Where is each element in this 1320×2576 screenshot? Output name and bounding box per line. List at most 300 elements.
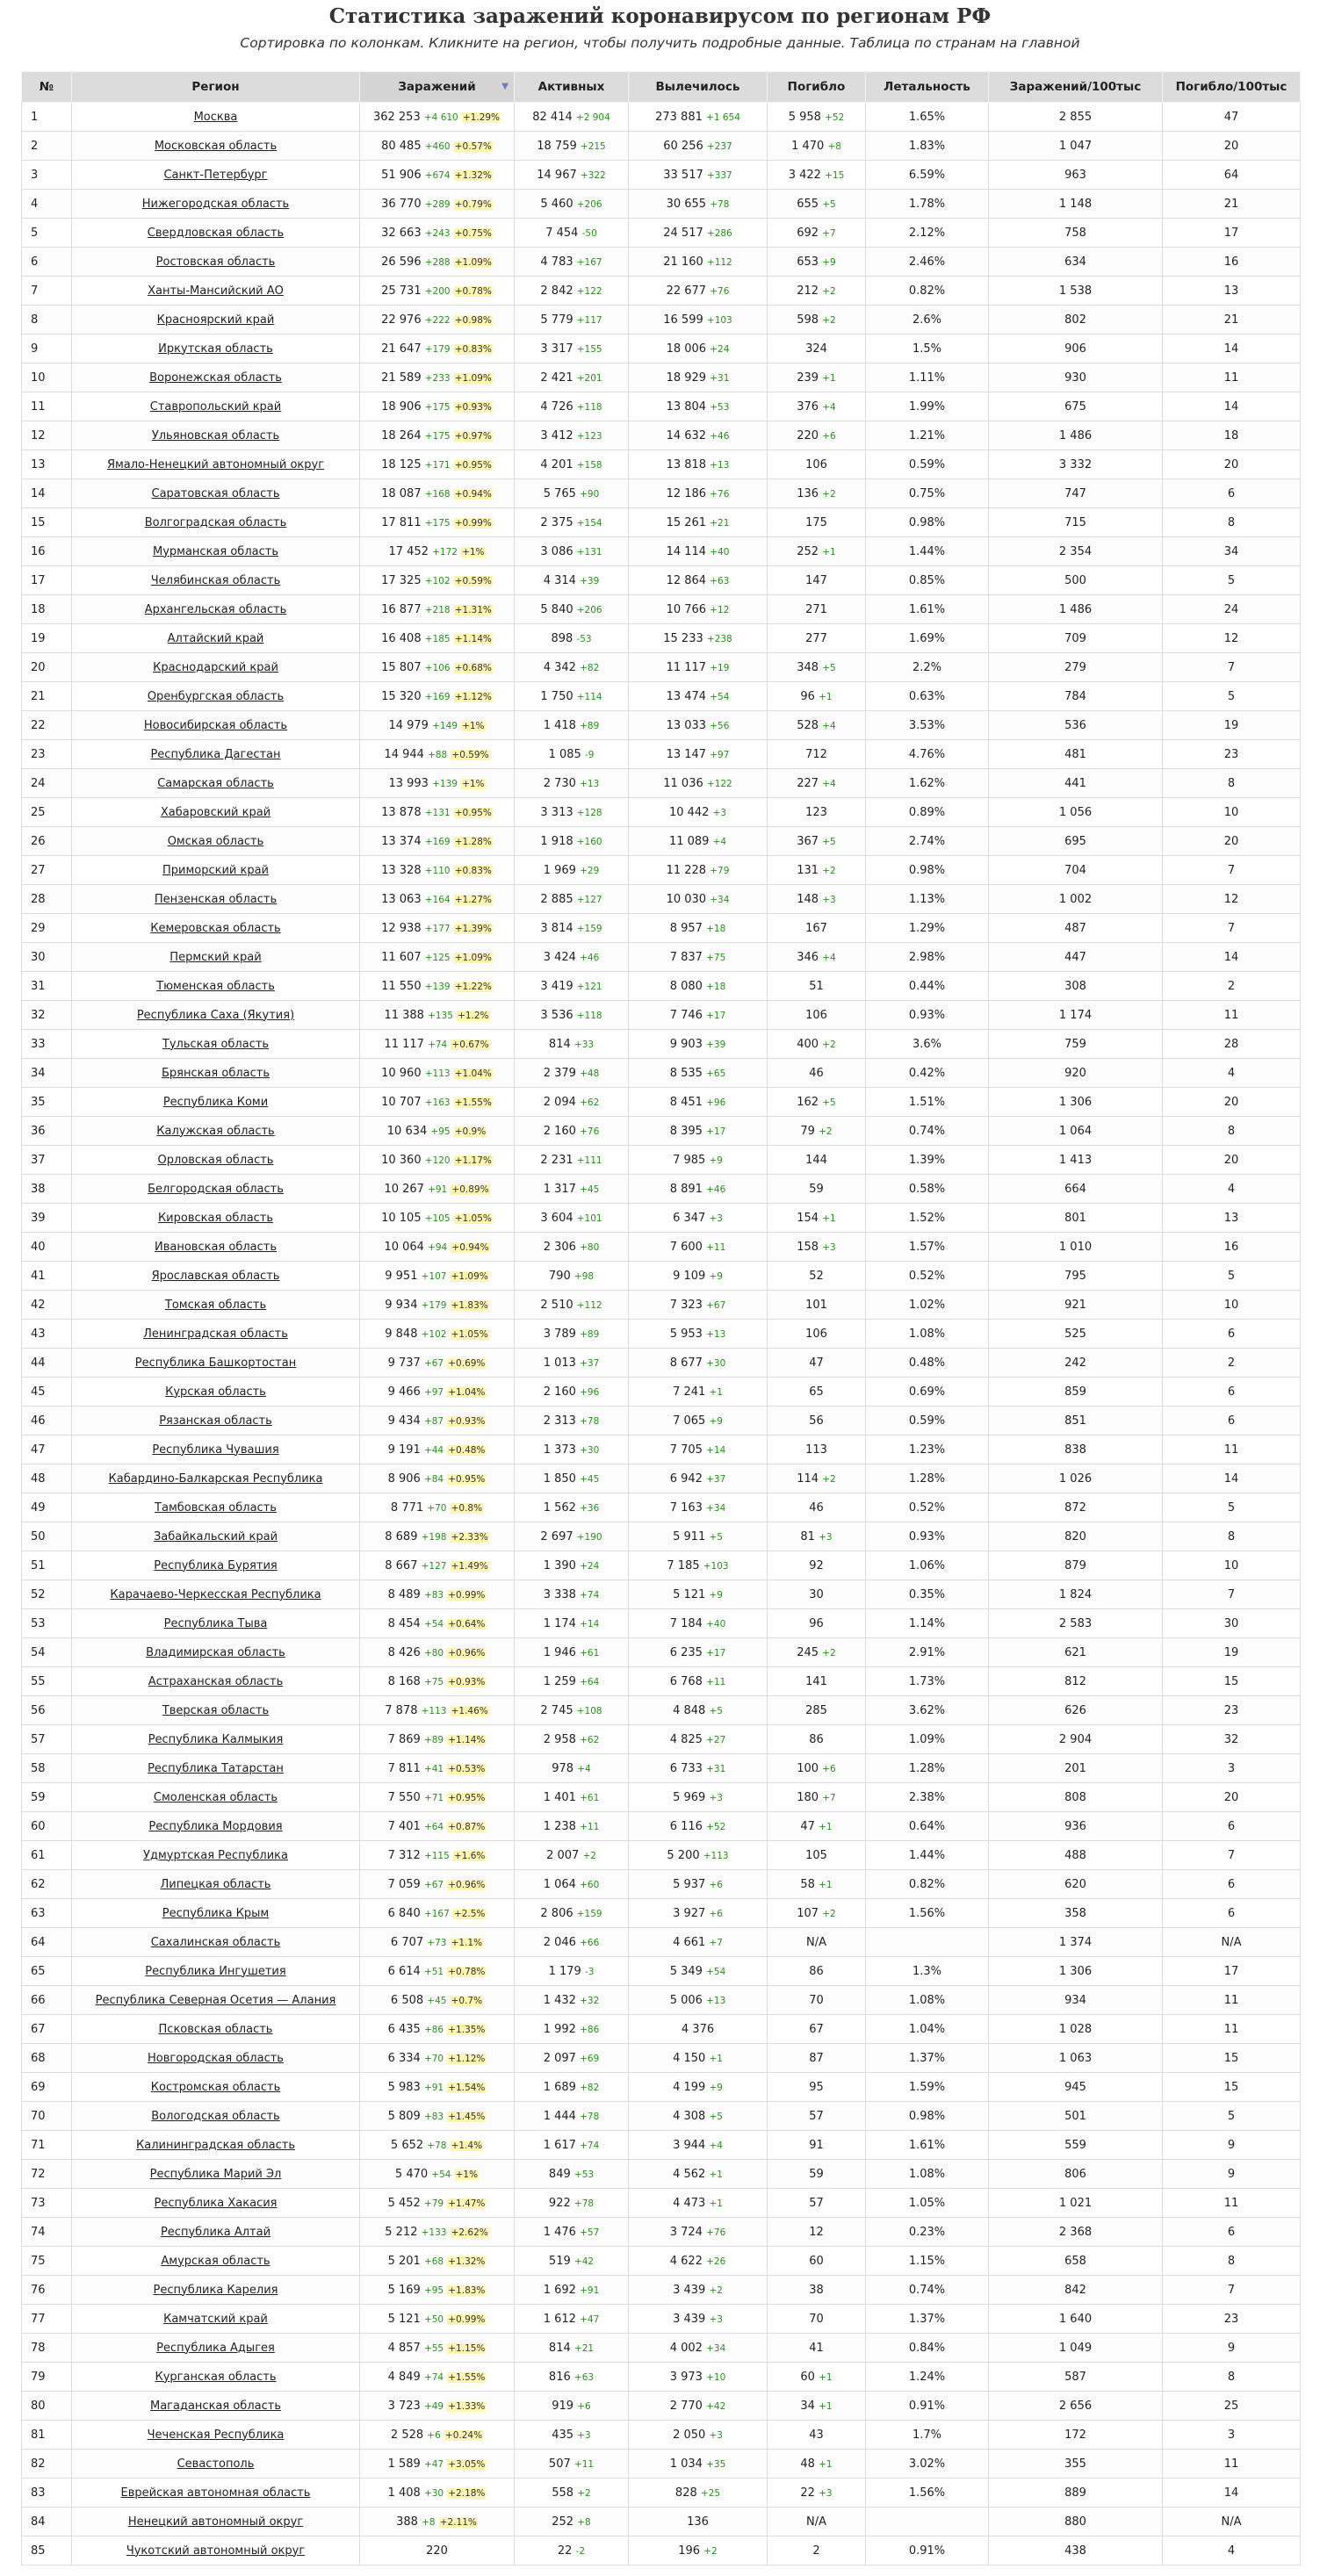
deaths-delta: +1 bbox=[822, 372, 836, 384]
cases-value: 7 059 bbox=[387, 1877, 421, 1891]
deaths-delta: +15 bbox=[825, 169, 845, 181]
cases-cell bbox=[360, 1291, 515, 1320]
region-link[interactable]: Московская область bbox=[154, 139, 278, 153]
region-link[interactable]: Оренбургская область bbox=[147, 689, 285, 703]
recovered-value: 5 349 bbox=[669, 1964, 703, 1978]
table-row bbox=[22, 1204, 1301, 1233]
region-cell bbox=[72, 2450, 360, 2479]
region-link[interactable]: Камчатский край bbox=[163, 2312, 268, 2326]
deaths-per-100k-cell: 2 bbox=[1163, 972, 1301, 1001]
lethality-cell: 0.48% bbox=[866, 1349, 989, 1378]
region-cell bbox=[72, 1464, 360, 1493]
recovered-value: 7 746 bbox=[669, 1008, 703, 1022]
column-header-recovered[interactable]: Вылечилось bbox=[629, 72, 768, 103]
region-link[interactable]: Забайкальский край bbox=[153, 1529, 278, 1543]
active-value: 1 064 bbox=[543, 1877, 576, 1891]
cases-per-100k-cell: 634 bbox=[989, 248, 1163, 277]
deaths-value: 95 bbox=[809, 2080, 824, 2094]
table-row bbox=[22, 508, 1301, 537]
region-link[interactable]: Республика Саха (Якутия) bbox=[136, 1008, 295, 1022]
recovered-value: 15 233 bbox=[663, 631, 703, 645]
region-link[interactable]: Орловская область bbox=[157, 1153, 274, 1167]
deaths-value: 692 bbox=[797, 226, 819, 240]
recovered-delta: +39 bbox=[706, 1039, 726, 1050]
region-link[interactable]: Ленинградская область bbox=[143, 1327, 288, 1341]
row-number: 27 bbox=[22, 856, 72, 885]
deaths-per-100k-cell: 10 bbox=[1163, 1551, 1301, 1580]
active-cell bbox=[515, 2160, 629, 2189]
region-link[interactable]: Республика Бурятия bbox=[154, 1558, 278, 1572]
column-header-lethality[interactable]: Летальность bbox=[866, 72, 989, 103]
cases-percent-badge: +0.78% bbox=[448, 1966, 486, 1977]
active-value: 82 414 bbox=[532, 110, 573, 124]
lethality-cell: 2.46% bbox=[866, 248, 989, 277]
deaths-value: 212 bbox=[797, 284, 819, 298]
recovered-value: 8 891 bbox=[669, 1182, 703, 1196]
cases-value: 80 485 bbox=[381, 139, 422, 153]
region-cell bbox=[72, 1754, 360, 1783]
cases-cell bbox=[360, 2479, 515, 2508]
deaths-value: 245 bbox=[797, 1645, 819, 1659]
active-cell bbox=[515, 306, 629, 335]
deaths-value: 70 bbox=[809, 1993, 824, 2007]
region-link[interactable]: Ивановская область bbox=[154, 1240, 277, 1254]
recovered-cell bbox=[629, 1609, 768, 1638]
cases-delta: +139 bbox=[424, 981, 451, 992]
table-row bbox=[22, 2189, 1301, 2218]
cases-cell bbox=[360, 1522, 515, 1551]
region-link[interactable]: Архангельская область bbox=[144, 602, 287, 616]
cases-value: 6 840 bbox=[387, 1906, 421, 1920]
cases-cell bbox=[360, 682, 515, 711]
cases-percent-badge: +1.4% bbox=[451, 2140, 483, 2151]
table-row bbox=[22, 2334, 1301, 2363]
row-number: 45 bbox=[22, 1378, 72, 1407]
lethality-cell: 0.74% bbox=[866, 1117, 989, 1146]
lethality-cell: 1.44% bbox=[866, 537, 989, 566]
deaths-value: 47 bbox=[809, 1356, 824, 1370]
region-link[interactable]: Краснодарский край bbox=[153, 660, 278, 674]
region-cell bbox=[72, 885, 360, 914]
deaths-cell bbox=[768, 1812, 866, 1841]
active-cell bbox=[515, 1928, 629, 1957]
cases-value: 5 983 bbox=[387, 2080, 421, 2094]
recovered-delta: +25 bbox=[700, 2487, 721, 2499]
lethality-cell: 1.04% bbox=[866, 2015, 989, 2044]
deaths-cell bbox=[768, 1001, 866, 1030]
column-header-cases[interactable] bbox=[360, 72, 515, 103]
region-link[interactable]: Ульяновская область bbox=[151, 428, 280, 443]
active-delta: +86 bbox=[580, 2024, 600, 2035]
recovered-cell bbox=[629, 1986, 768, 2015]
deaths-value: 239 bbox=[797, 371, 819, 385]
deaths-value: 220 bbox=[797, 428, 819, 443]
cases-per-100k-cell: 1 028 bbox=[989, 2015, 1163, 2044]
active-delta: +53 bbox=[573, 2169, 595, 2180]
cases-delta: +127 bbox=[421, 1560, 447, 1572]
region-cell bbox=[72, 450, 360, 479]
region-link[interactable]: Ставропольский край bbox=[149, 399, 282, 414]
deaths-per-100k-cell: 25 bbox=[1163, 2392, 1301, 2421]
deaths-cell bbox=[768, 103, 866, 132]
region-link[interactable]: Республика Северная Осетия — Алания bbox=[95, 1993, 336, 2007]
deaths-value: 59 bbox=[809, 2167, 824, 2181]
deaths-value: 158 bbox=[797, 1240, 819, 1254]
recovered-delta: +113 bbox=[703, 1850, 729, 1861]
region-link[interactable]: Алтайский край bbox=[167, 631, 264, 645]
region-link[interactable]: Санкт-Петербург bbox=[163, 168, 268, 182]
region-link[interactable]: Красноярский край bbox=[156, 313, 275, 327]
recovered-cell bbox=[629, 1522, 768, 1551]
recovered-delta: +2 bbox=[703, 2545, 718, 2557]
cases-cell bbox=[360, 1696, 515, 1725]
region-link[interactable]: Кабардино-Балкарская Республика bbox=[108, 1471, 323, 1486]
column-header-deaths[interactable]: Погибло bbox=[768, 72, 866, 103]
cases-percent-badge: +0.95% bbox=[454, 459, 492, 471]
region-link[interactable]: Саратовская область bbox=[151, 486, 280, 500]
deaths-value: 131 bbox=[797, 863, 819, 877]
region-link[interactable]: Чеченская Республика bbox=[147, 2428, 285, 2442]
deaths-per-100k-cell: 14 bbox=[1163, 335, 1301, 363]
region-link[interactable]: Новгородская область bbox=[148, 2051, 284, 2065]
region-link[interactable]: Нижегородская область bbox=[141, 197, 290, 211]
region-link[interactable]: Магаданская область bbox=[150, 2399, 281, 2413]
region-cell bbox=[72, 798, 360, 827]
cases-percent-badge: +0.97% bbox=[454, 430, 492, 442]
region-link[interactable]: Республика Башкортостан bbox=[134, 1356, 297, 1370]
region-link[interactable]: Тюменская область bbox=[156, 979, 275, 993]
recovered-value: 4 848 bbox=[673, 1703, 706, 1717]
region-link[interactable]: Кировская область bbox=[157, 1211, 274, 1225]
cases-per-100k-cell: 709 bbox=[989, 624, 1163, 653]
region-cell bbox=[72, 1696, 360, 1725]
cases-per-100k-cell: 308 bbox=[989, 972, 1163, 1001]
cases-per-100k-cell: 842 bbox=[989, 2276, 1163, 2305]
region-link[interactable]: Костромская область bbox=[150, 2080, 281, 2094]
recovered-delta: +9 bbox=[709, 1270, 723, 1282]
recovered-delta: +76 bbox=[710, 488, 730, 500]
recovered-delta: +13 bbox=[706, 1328, 726, 1340]
region-link[interactable]: Тульская область bbox=[162, 1037, 270, 1051]
region-link[interactable]: Ярославская область bbox=[151, 1269, 280, 1283]
table-row bbox=[22, 2247, 1301, 2276]
region-link[interactable]: Вологодская область bbox=[151, 2109, 280, 2123]
cases-delta: +94 bbox=[428, 1241, 448, 1253]
recovered-delta: +14 bbox=[706, 1444, 726, 1456]
region-link[interactable]: Республика Тыва bbox=[163, 1616, 268, 1630]
region-link[interactable]: Москва bbox=[193, 110, 238, 124]
active-value: 435 bbox=[552, 2428, 574, 2442]
column-header-deaths-per-100k[interactable]: Погибло/100тыс bbox=[1163, 72, 1301, 103]
active-value: 1 992 bbox=[543, 2022, 576, 2036]
region-link[interactable]: Республика Татарстан bbox=[148, 1761, 284, 1775]
active-value: 3 338 bbox=[543, 1587, 576, 1601]
row-number: 71 bbox=[22, 2131, 72, 2160]
region-link[interactable]: Республика Мордовия bbox=[148, 1819, 283, 1833]
row-number: 9 bbox=[22, 335, 72, 363]
recovered-value: 828 bbox=[674, 2486, 697, 2500]
cases-percent-badge: +1% bbox=[462, 720, 485, 731]
active-value: 4 342 bbox=[543, 660, 576, 674]
deaths-cell bbox=[768, 566, 866, 595]
region-link[interactable]: Кемеровская область bbox=[150, 921, 281, 935]
cases-per-100k-cell: 664 bbox=[989, 1175, 1163, 1204]
row-number: 35 bbox=[22, 1088, 72, 1117]
region-link[interactable]: Еврейская автономная область bbox=[120, 2486, 311, 2500]
region-link[interactable]: Амурская область bbox=[161, 2254, 270, 2268]
region-link[interactable]: Республика Крым bbox=[162, 1906, 270, 1920]
region-link[interactable]: Ростовская область bbox=[155, 255, 276, 269]
row-number: 79 bbox=[22, 2363, 72, 2392]
deaths-per-100k-cell: 8 bbox=[1163, 2247, 1301, 2276]
region-link[interactable]: Республика Коми bbox=[162, 1095, 269, 1109]
deaths-delta: +4 bbox=[822, 778, 836, 789]
cases-value: 8 771 bbox=[390, 1500, 424, 1515]
region-link[interactable]: Республика Алтай bbox=[160, 2225, 271, 2239]
deaths-per-100k-cell: 19 bbox=[1163, 711, 1301, 740]
deaths-value: 59 bbox=[809, 1182, 824, 1196]
active-delta: +61 bbox=[580, 1647, 600, 1659]
deaths-delta: +52 bbox=[825, 112, 845, 123]
deaths-per-100k-cell: 24 bbox=[1163, 595, 1301, 624]
recovered-delta: +6 bbox=[709, 1908, 723, 1919]
cases-percent-badge: +1.2% bbox=[458, 1010, 489, 1021]
recovered-delta: +3 bbox=[709, 1792, 723, 1803]
region-link[interactable]: Приморский край bbox=[162, 863, 270, 877]
column-header-region[interactable]: Регион bbox=[72, 72, 360, 103]
region-link[interactable]: Ненецкий автономный округ bbox=[127, 2515, 304, 2529]
deaths-cell bbox=[768, 2536, 866, 2565]
active-value: 2 231 bbox=[540, 1153, 573, 1167]
region-link[interactable]: Мурманская область bbox=[153, 544, 278, 558]
deaths-value: 106 bbox=[805, 1008, 827, 1022]
deaths-per-100k-cell: 8 bbox=[1163, 1117, 1301, 1146]
recovered-value: 10 442 bbox=[668, 805, 710, 819]
active-cell bbox=[515, 219, 629, 248]
deaths-per-100k-cell: 7 bbox=[1163, 653, 1301, 682]
recovered-delta: +10 bbox=[706, 2371, 726, 2383]
recovered-delta: +34 bbox=[710, 894, 730, 905]
active-value: 1 692 bbox=[543, 2283, 576, 2297]
cases-percent-badge: +0.87% bbox=[448, 1821, 486, 1832]
region-link[interactable]: Пермский край bbox=[170, 950, 262, 964]
cases-delta: +171 bbox=[424, 459, 451, 471]
deaths-per-100k-cell: 3 bbox=[1163, 2421, 1301, 2450]
region-link[interactable]: Иркутская область bbox=[158, 342, 273, 356]
region-link[interactable]: Республика Чувашия bbox=[152, 1443, 279, 1457]
deaths-per-100k-cell: 21 bbox=[1163, 306, 1301, 335]
recovered-delta: +31 bbox=[710, 372, 730, 384]
region-link[interactable]: Республика Марий Эл bbox=[149, 2167, 282, 2181]
region-cell bbox=[72, 2536, 360, 2565]
cases-cell bbox=[360, 1609, 515, 1638]
cases-cell bbox=[360, 479, 515, 508]
recovered-value: 7 323 bbox=[669, 1298, 703, 1312]
region-link[interactable]: Республика Адыгея bbox=[156, 2341, 275, 2355]
recovered-cell bbox=[629, 1291, 768, 1320]
active-value: 4 314 bbox=[543, 573, 576, 587]
active-value: 1 317 bbox=[543, 1182, 576, 1196]
active-delta: +21 bbox=[573, 2342, 595, 2354]
region-link[interactable]: Республика Дагестан bbox=[150, 747, 281, 761]
cases-per-100k-cell: 2 656 bbox=[989, 2392, 1163, 2421]
recovered-value: 11 036 bbox=[663, 776, 703, 790]
region-link[interactable]: Сахалинская область bbox=[150, 1935, 281, 1949]
region-link[interactable]: Тверская область bbox=[162, 1703, 270, 1717]
active-delta: +82 bbox=[580, 662, 600, 673]
table-row bbox=[22, 740, 1301, 769]
cases-per-100k-cell: 1 047 bbox=[989, 132, 1163, 161]
region-link[interactable]: Курская область bbox=[165, 1385, 266, 1399]
region-link[interactable]: Севастополь bbox=[177, 2457, 255, 2471]
region-link[interactable]: Челябинская область bbox=[150, 573, 281, 587]
active-cell bbox=[515, 537, 629, 566]
cases-value: 5 452 bbox=[387, 2196, 421, 2210]
region-link[interactable]: Липецкая область bbox=[160, 1877, 271, 1891]
region-link[interactable]: Хабаровский край bbox=[160, 805, 271, 819]
region-link[interactable]: Удмуртская Республика bbox=[143, 1848, 288, 1862]
region-link[interactable]: Рязанская область bbox=[159, 1414, 272, 1428]
cases-cell bbox=[360, 943, 515, 972]
recovered-delta: +30 bbox=[706, 1357, 726, 1369]
region-link[interactable]: Воронежская область bbox=[149, 371, 282, 385]
region-link[interactable]: Ханты-Мансийский АО bbox=[148, 284, 284, 298]
region-link[interactable]: Астраханская область bbox=[148, 1674, 284, 1688]
recovered-delta: +27 bbox=[706, 1734, 726, 1745]
deaths-per-100k-cell: 6 bbox=[1163, 1812, 1301, 1841]
cases-per-100k-cell: 1 064 bbox=[989, 1117, 1163, 1146]
region-link[interactable]: Омская область bbox=[167, 834, 264, 848]
active-cell bbox=[515, 711, 629, 740]
lethality-cell: 0.93% bbox=[866, 1001, 989, 1030]
region-link[interactable]: Белгородская область bbox=[148, 1182, 284, 1196]
region-link[interactable]: Калининградская область bbox=[136, 2138, 295, 2152]
active-value: 2 046 bbox=[543, 1935, 576, 1949]
column-header-active[interactable]: Активных bbox=[515, 72, 629, 103]
region-cell bbox=[72, 1088, 360, 1117]
region-link[interactable]: Чукотский автономный округ bbox=[126, 2544, 306, 2558]
active-delta: -9 bbox=[584, 749, 595, 760]
deaths-cell bbox=[768, 219, 866, 248]
recovered-cell bbox=[629, 363, 768, 392]
cases-percent-badge: +1.32% bbox=[454, 169, 492, 181]
deaths-delta: +4 bbox=[822, 952, 836, 963]
row-number: 22 bbox=[22, 711, 72, 740]
region-link[interactable]: Волгоградская область bbox=[144, 515, 287, 529]
deaths-cell bbox=[768, 856, 866, 885]
active-value: 507 bbox=[548, 2457, 571, 2471]
active-cell bbox=[515, 1436, 629, 1464]
region-link[interactable]: Томская область bbox=[164, 1298, 267, 1312]
cases-cell bbox=[360, 2421, 515, 2450]
cases-percent-badge: +2.11% bbox=[439, 2516, 477, 2528]
active-value: 4 783 bbox=[540, 255, 573, 269]
column-header-number[interactable]: № bbox=[22, 72, 72, 103]
region-link[interactable]: Карачаево-Черкесская Республика bbox=[110, 1587, 321, 1601]
cases-cell bbox=[360, 421, 515, 450]
recovered-value: 6 768 bbox=[669, 1674, 703, 1688]
cases-cell bbox=[360, 1783, 515, 1812]
active-cell bbox=[515, 798, 629, 827]
region-link[interactable]: Пензенская область bbox=[154, 892, 278, 906]
row-number: 68 bbox=[22, 2044, 72, 2073]
cases-delta: +64 bbox=[423, 1821, 444, 1832]
region-link[interactable]: Курганская область bbox=[155, 2370, 277, 2384]
region-link[interactable]: Республика Ингушетия bbox=[145, 1964, 286, 1978]
region-link[interactable]: Тамбовская область bbox=[155, 1500, 277, 1515]
region-link[interactable]: Республика Калмыкия bbox=[148, 1732, 284, 1746]
active-delta: +78 bbox=[580, 2111, 600, 2122]
lethality-cell: 1.13% bbox=[866, 885, 989, 914]
table-row bbox=[22, 2102, 1301, 2131]
cases-value: 388 bbox=[396, 2515, 418, 2529]
deaths-value: 60 bbox=[809, 2254, 824, 2268]
active-delta: +39 bbox=[580, 575, 600, 586]
region-link[interactable]: Псковская область bbox=[158, 2022, 273, 2036]
region-link[interactable]: Брянская область bbox=[161, 1066, 270, 1080]
cases-percent-badge: +1.12% bbox=[454, 691, 492, 702]
deaths-per-100k-cell: 6 bbox=[1163, 1407, 1301, 1436]
region-link[interactable]: Республика Карелия bbox=[153, 2283, 278, 2297]
cases-per-100k-cell: 441 bbox=[989, 769, 1163, 798]
active-cell bbox=[515, 2218, 629, 2247]
region-link[interactable]: Владимирская область bbox=[146, 1645, 285, 1659]
active-cell bbox=[515, 1551, 629, 1580]
column-header-cases-per-100k[interactable]: Заражений/100тыс bbox=[989, 72, 1163, 103]
cases-cell bbox=[360, 1551, 515, 1580]
recovered-value: 22 677 bbox=[666, 284, 707, 298]
lethality-cell: 1.99% bbox=[866, 392, 989, 421]
deaths-value: 96 bbox=[809, 1616, 824, 1630]
recovered-cell bbox=[629, 1725, 768, 1754]
region-link[interactable]: Самарская область bbox=[157, 776, 274, 790]
recovered-delta: +21 bbox=[710, 517, 730, 529]
active-delta: +74 bbox=[580, 1589, 600, 1601]
region-link[interactable]: Ямало-Ненецкий автономный округ bbox=[106, 457, 325, 471]
table-row bbox=[22, 1001, 1301, 1030]
row-number: 13 bbox=[22, 450, 72, 479]
cases-delta: +70 bbox=[423, 2053, 444, 2064]
cases-value: 6 334 bbox=[387, 2051, 421, 2065]
cases-cell bbox=[360, 2305, 515, 2334]
cases-value: 10 105 bbox=[381, 1211, 422, 1225]
deaths-value: 367 bbox=[797, 834, 819, 848]
region-cell bbox=[72, 1812, 360, 1841]
cases-cell bbox=[360, 653, 515, 682]
recovered-value: 7 184 bbox=[669, 1616, 703, 1630]
region-link[interactable]: Смоленская область bbox=[153, 1790, 278, 1804]
region-link[interactable]: Калужская область bbox=[156, 1124, 275, 1138]
table-row bbox=[22, 1667, 1301, 1696]
cases-cell bbox=[360, 2102, 515, 2131]
active-delta: -3 bbox=[584, 1966, 595, 1977]
recovered-delta: +1 bbox=[709, 1386, 723, 1398]
recovered-value: 273 881 bbox=[655, 110, 703, 124]
region-cell bbox=[72, 277, 360, 306]
recovered-delta: +9 bbox=[709, 2082, 723, 2093]
deaths-cell bbox=[768, 1117, 866, 1146]
region-link[interactable]: Свердловская область bbox=[147, 226, 285, 240]
region-link[interactable]: Новосибирская область bbox=[143, 718, 288, 732]
deaths-per-100k-cell: 19 bbox=[1163, 1638, 1301, 1667]
lethality-cell: 1.61% bbox=[866, 2131, 989, 2160]
cases-percent-badge: +0.48% bbox=[448, 1444, 486, 1456]
region-link[interactable]: Республика Хакасия bbox=[154, 2196, 278, 2210]
recovered-cell bbox=[629, 450, 768, 479]
table-row bbox=[22, 1986, 1301, 2015]
cases-percent-badge: +1.27% bbox=[454, 894, 492, 905]
recovered-value: 8 535 bbox=[669, 1066, 703, 1080]
